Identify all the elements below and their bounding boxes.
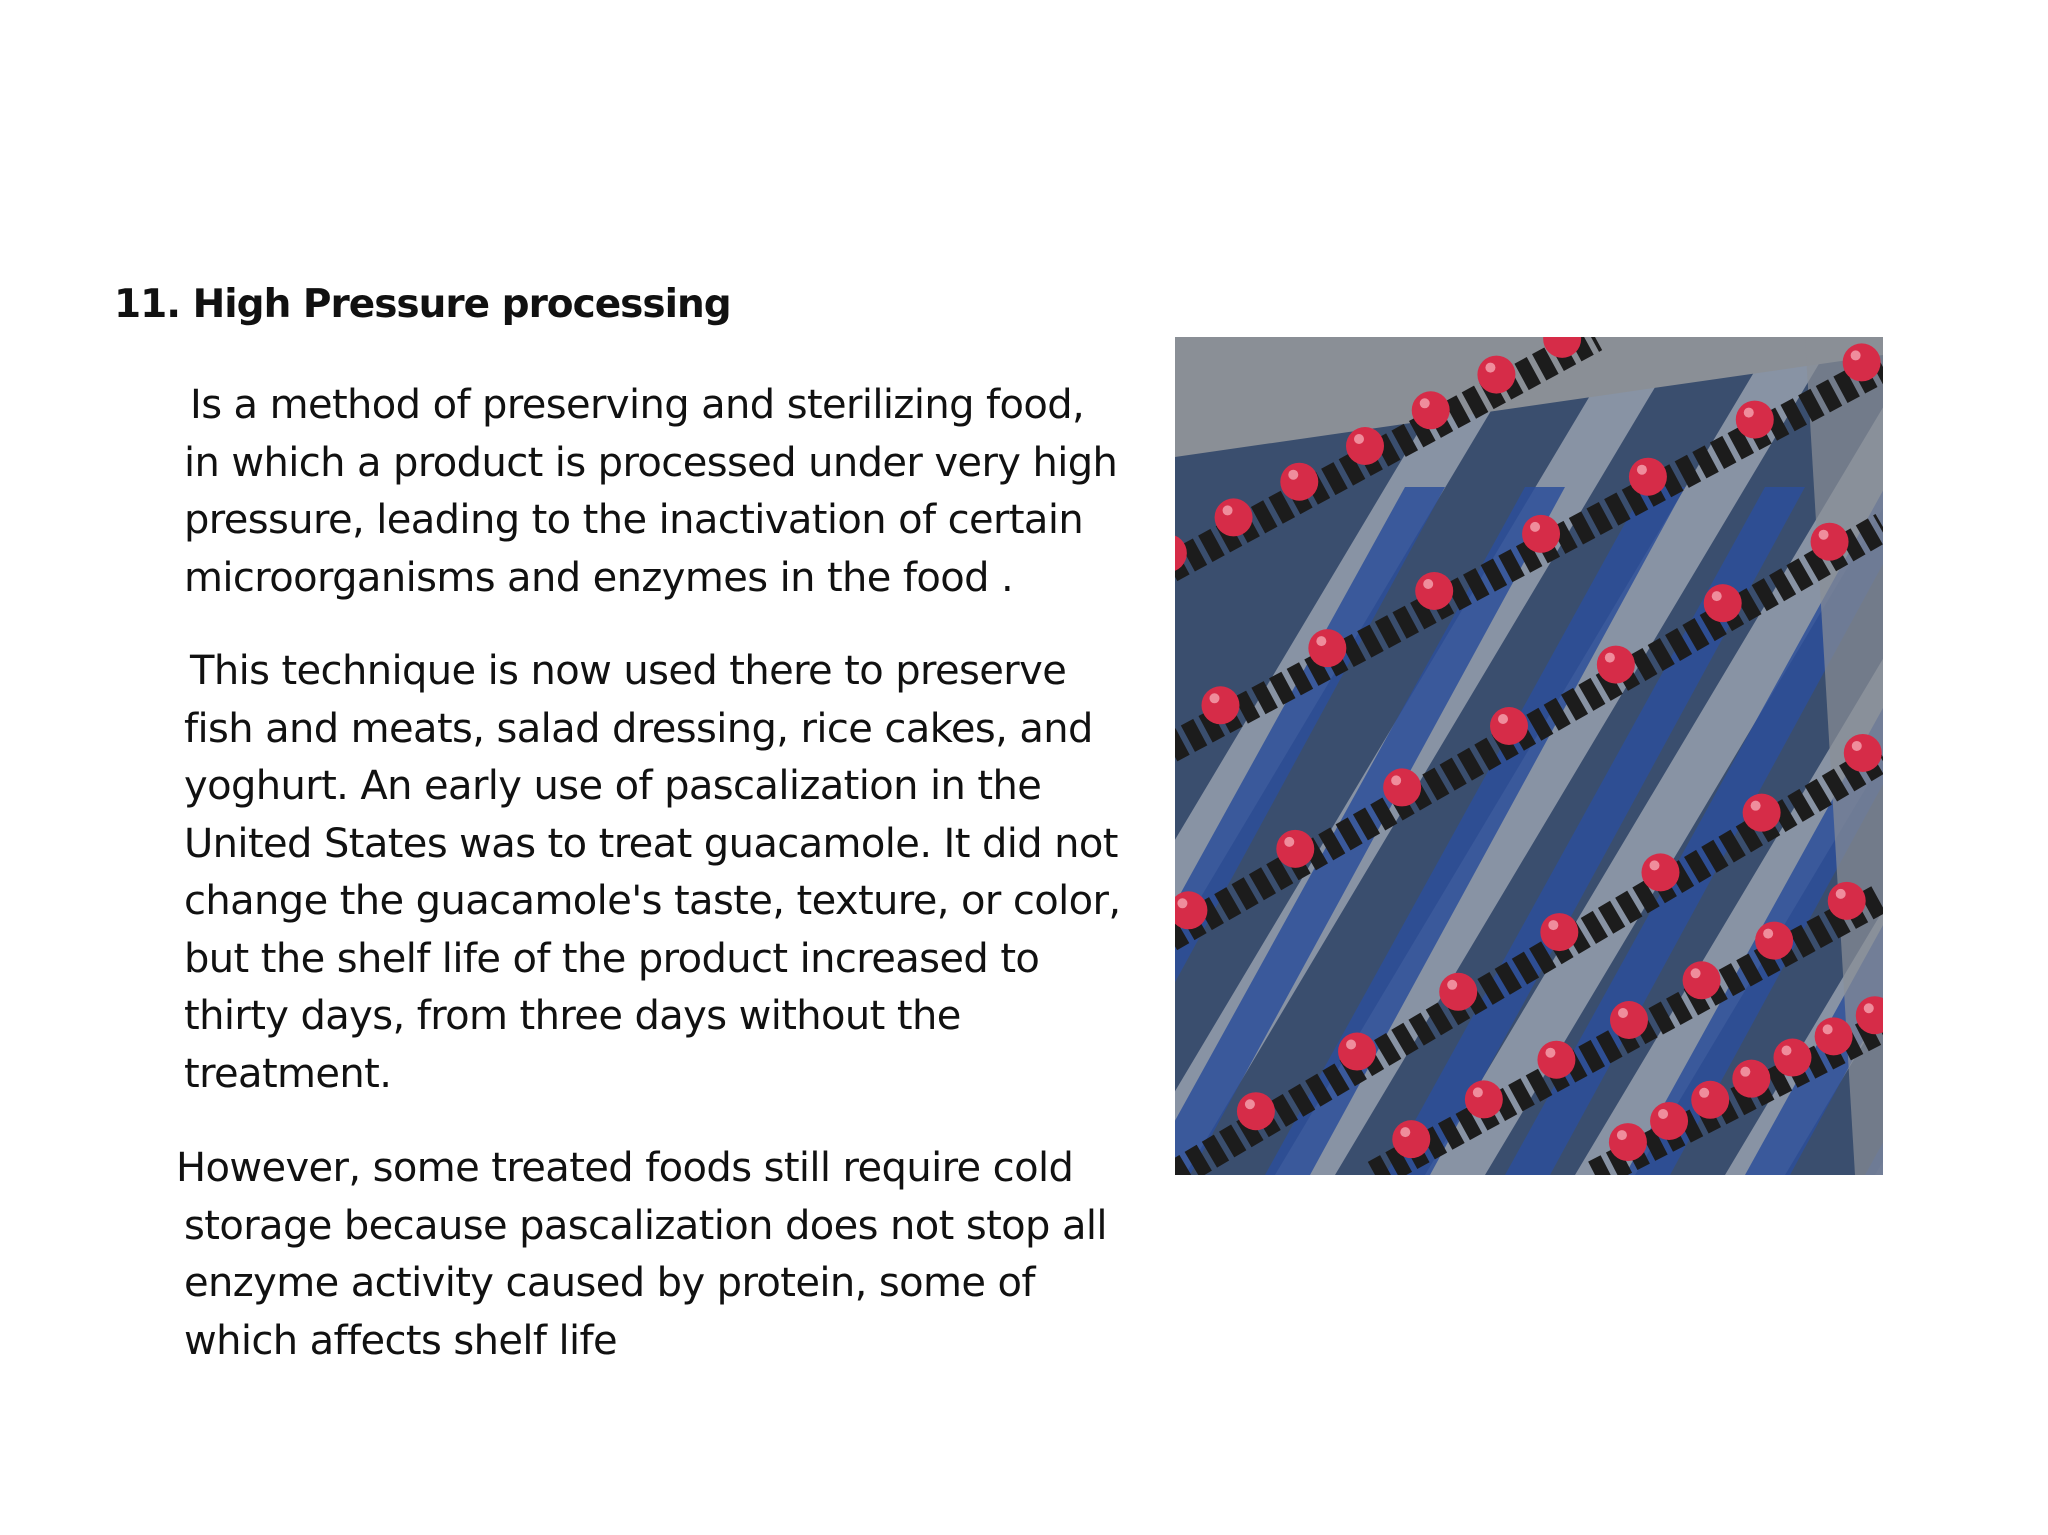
- fruit-highlight: [1400, 1127, 1410, 1137]
- fruit-highlight: [1473, 1087, 1483, 1097]
- paragraph-line: fish and meats, salad dressing, rice cakes, and: [184, 705, 1093, 752]
- paragraph-limitations: [176, 1140, 1136, 1370]
- fruit-highlight: [1177, 898, 1187, 908]
- paragraph-usage: [184, 643, 1144, 1103]
- fruit: [1844, 734, 1882, 772]
- fruit: [1237, 1092, 1275, 1130]
- fruit-highlight: [1485, 363, 1495, 373]
- fruit: [1609, 1123, 1647, 1161]
- fruit-highlight: [1691, 968, 1701, 978]
- fruit: [1477, 356, 1515, 394]
- paragraph-definition: [184, 377, 1144, 607]
- fruit: [1641, 853, 1679, 891]
- fruit: [1691, 1081, 1729, 1119]
- fruit: [1338, 1033, 1376, 1071]
- fruit: [1415, 572, 1453, 610]
- fruit-highlight: [1852, 741, 1862, 751]
- fruit-conveyor-icon: [1175, 337, 1883, 1175]
- fruit-highlight: [1751, 801, 1761, 811]
- fruit-highlight: [1836, 889, 1846, 899]
- paragraph-line: enzyme activity caused by protein, some of: [184, 1260, 1035, 1306]
- fruit: [1815, 1017, 1853, 1055]
- fruit: [1308, 629, 1346, 667]
- fruit-highlight: [1223, 505, 1233, 515]
- paragraph-line: in which a product is processed under very high: [184, 439, 1118, 486]
- fruit: [1811, 523, 1849, 561]
- paragraph-line: United States was to treat guacamole. It did not: [184, 820, 1118, 867]
- fruit: [1280, 463, 1318, 501]
- fruit-highlight: [1744, 408, 1754, 418]
- fruit-highlight: [1740, 1067, 1750, 1077]
- fruit: [1828, 882, 1866, 920]
- fruit: [1346, 427, 1384, 465]
- fruit: [1773, 1039, 1811, 1077]
- fruit: [1610, 1001, 1648, 1039]
- paragraph-line: yoghurt. An early use of pascalization in the: [184, 763, 1042, 809]
- fruit-conveyor-photo: [1175, 337, 1883, 1175]
- slide-heading: 11. High Pressure processing: [114, 282, 731, 327]
- paragraph-line: However, some treated foods still require cold: [176, 1145, 1074, 1191]
- fruit-highlight: [1498, 714, 1508, 724]
- fruit-highlight: [1605, 653, 1615, 663]
- paragraph-line: pressure, leading to the inactivation of certain: [184, 497, 1084, 543]
- fruit-highlight: [1637, 465, 1647, 475]
- fruit: [1540, 913, 1578, 951]
- fruit: [1201, 686, 1239, 724]
- fruit-highlight: [1284, 837, 1294, 847]
- fruit: [1843, 343, 1881, 381]
- fruit-highlight: [1699, 1088, 1709, 1098]
- fruit-highlight: [1781, 1046, 1791, 1056]
- fruit: [1704, 584, 1742, 622]
- fruit-highlight: [1447, 980, 1457, 990]
- fruit: [1412, 391, 1450, 429]
- fruit: [1650, 1102, 1688, 1140]
- fruit-highlight: [1545, 1048, 1555, 1058]
- fruit-highlight: [1763, 929, 1773, 939]
- fruit-highlight: [1864, 1003, 1874, 1013]
- fruit-highlight: [1346, 1040, 1356, 1050]
- fruit-highlight: [1245, 1099, 1255, 1109]
- fruit: [1537, 1041, 1575, 1079]
- fruit: [1522, 515, 1560, 553]
- fruit-highlight: [1617, 1130, 1627, 1140]
- fruit: [1439, 973, 1477, 1011]
- fruit-highlight: [1819, 530, 1829, 540]
- paragraph-line: thirty days, from three days without the: [184, 993, 961, 1039]
- fruit-highlight: [1649, 860, 1659, 870]
- fruit-highlight: [1530, 522, 1540, 532]
- fruit-highlight: [1423, 579, 1433, 589]
- fruit: [1755, 922, 1793, 960]
- fruit-highlight: [1420, 398, 1430, 408]
- fruit-highlight: [1548, 920, 1558, 930]
- paragraph-line: which affects shelf life: [184, 1317, 617, 1364]
- fruit-highlight: [1823, 1024, 1833, 1034]
- paragraph-line: This technique is now used there to preserve: [190, 648, 1067, 694]
- fruit: [1736, 401, 1774, 439]
- fruit: [1490, 707, 1528, 745]
- paragraph-line: treatment.: [184, 1050, 392, 1097]
- fruit: [1392, 1120, 1430, 1158]
- fruit-highlight: [1354, 434, 1364, 444]
- fruit-highlight: [1391, 775, 1401, 785]
- fruit-highlight: [1288, 470, 1298, 480]
- fruit: [1597, 646, 1635, 684]
- fruit: [1276, 830, 1314, 868]
- paragraph-line: change the guacamole's taste, texture, or color,: [184, 878, 1121, 924]
- fruit: [1383, 768, 1421, 806]
- fruit-highlight: [1618, 1008, 1628, 1018]
- paragraph-line: Is a method of preserving and sterilizing food,: [190, 382, 1085, 428]
- fruit-highlight: [1316, 636, 1326, 646]
- fruit: [1743, 794, 1781, 832]
- fruit-highlight: [1851, 350, 1861, 360]
- fruit: [1629, 458, 1667, 496]
- fruit-highlight: [1712, 591, 1722, 601]
- fruit-highlight: [1209, 693, 1219, 703]
- paragraph-line: storage because pascalization does not stop all: [184, 1202, 1107, 1249]
- fruit: [1683, 961, 1721, 999]
- fruit: [1732, 1060, 1770, 1098]
- paragraph-line: but the shelf life of the product increased to: [184, 935, 1040, 982]
- fruit: [1215, 498, 1253, 536]
- fruit: [1465, 1080, 1503, 1118]
- paragraph-line: microorganisms and enzymes in the food .: [184, 554, 1014, 601]
- fruit-highlight: [1658, 1109, 1668, 1119]
